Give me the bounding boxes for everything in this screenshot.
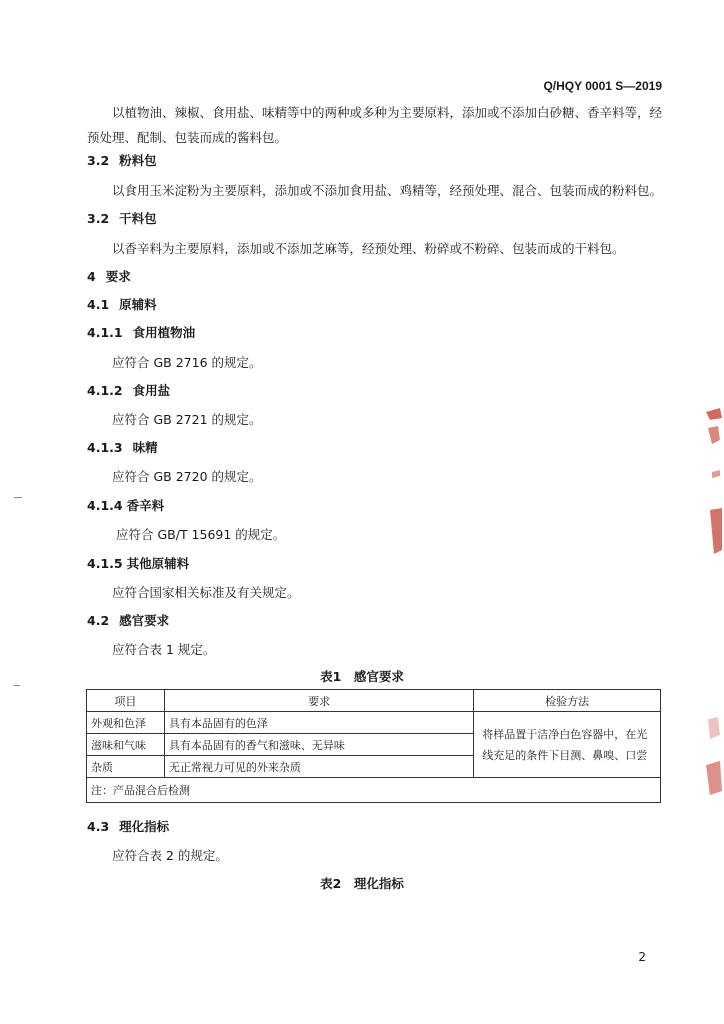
scan-mark (14, 497, 22, 498)
section-4-1-4 (87, 496, 164, 514)
table-header-cell: 检验方法 (474, 690, 661, 712)
section-number: 4.1.2 (87, 383, 123, 398)
section-number: 4.1.4 (87, 498, 123, 513)
table-cell-requirement: 无正常视力可见的外来杂质 (164, 756, 473, 778)
section-3-2-dry (87, 209, 157, 227)
section-4-1 (87, 295, 157, 313)
section-title: 要求 (105, 269, 131, 284)
section-3-2-powder-text: 以食用玉米淀粉为主要原料，添加或不添加食用盐、鸡精等，经预处理、混合、包装而成的粉料包。 (112, 183, 663, 198)
section-4-2-text: 应符合表 1 规定。 (112, 642, 216, 657)
table1-caption: 表1 感官要求 (320, 669, 404, 684)
standard-number: Q/HQY 0001 S—2019 (543, 79, 662, 93)
sensory-table (86, 689, 661, 803)
section-4-1-4-text: 应符合 GB/T 15691 的规定。 (116, 527, 286, 542)
section-4-1-1-text: 应符合 GB 2716 的规定。 (112, 355, 262, 370)
table-header-row (87, 690, 661, 712)
page-number: 2 (638, 950, 646, 964)
section-title: 食用植物油 (132, 325, 196, 340)
table-row (87, 712, 661, 734)
table2-caption: 表2 理化指标 (320, 876, 404, 891)
section-4-3 (87, 817, 169, 835)
section-number: 4.1.3 (87, 440, 123, 455)
section-3-2-dry-text: 以香辛料为主要原料，添加或不添加芝麻等，经预处理、粉碎或不粉碎、包装而成的干料包。 (112, 241, 625, 256)
section-4-1-3 (87, 438, 158, 456)
section-4-1-2-text: 应符合 GB 2721 的规定。 (112, 412, 262, 427)
section-4-1-1 (87, 323, 195, 341)
seal-fragment-top (700, 400, 724, 560)
section-title: 食用盐 (132, 383, 171, 398)
table-note: 注：产品混合后检测 (87, 778, 661, 803)
table-cell-requirement: 具有本品固有的香气和滋味、无异味 (164, 734, 473, 756)
section-4-1-5 (87, 554, 189, 572)
table-header-cell: 要求 (164, 690, 473, 712)
section-4-2 (87, 611, 169, 629)
table-cell-item: 外观和色泽 (87, 712, 165, 734)
section-4 (87, 267, 131, 285)
section-4-1-2 (87, 381, 170, 399)
section-number: 4.3 (87, 819, 110, 834)
section-title: 粉料包 (119, 153, 157, 168)
intro-paragraph: 以植物油、辣椒、食用盐、味精等中的两种或多种为主要原料，添加或不添加白砂糖、香辛料等，经预处理、配制、包装而成的酱料包。 (87, 105, 663, 145)
section-number: 3.2 (87, 153, 110, 168)
section-number: 4.2 (87, 613, 110, 628)
scan-mark (14, 685, 20, 686)
section-title: 其他原辅料 (126, 556, 190, 571)
seal-fragment-bottom (702, 715, 724, 815)
section-title: 味精 (132, 440, 158, 455)
table-cell-requirement: 具有本品固有的色泽 (164, 712, 473, 734)
table-header-cell: 项目 (87, 690, 165, 712)
section-number: 4 (87, 269, 96, 284)
section-number: 4.1.5 (87, 556, 123, 571)
section-title: 理化指标 (119, 819, 170, 834)
table-note-row (87, 778, 661, 803)
section-3-2-powder (87, 151, 157, 169)
section-number: 3.2 (87, 211, 110, 226)
table-cell-item: 滋味和气味 (87, 734, 165, 756)
section-4-1-3-text: 应符合 GB 2720 的规定。 (112, 469, 262, 484)
section-title: 干料包 (119, 211, 157, 226)
table-cell-item: 杂质 (87, 756, 165, 778)
section-title: 感官要求 (119, 613, 170, 628)
section-number: 4.1.1 (87, 325, 123, 340)
section-number: 4.1 (87, 297, 110, 312)
section-title: 原辅料 (119, 297, 157, 312)
section-4-1-5-text: 应符合国家相关标准及有关规定。 (112, 585, 300, 600)
section-title: 香辛料 (126, 498, 165, 513)
section-4-3-text: 应符合表 2 的规定。 (112, 848, 228, 863)
table-cell-method: 将样品置于洁净白色容器中，在光线充足的条件下目测、鼻嗅、口尝 (474, 712, 661, 778)
